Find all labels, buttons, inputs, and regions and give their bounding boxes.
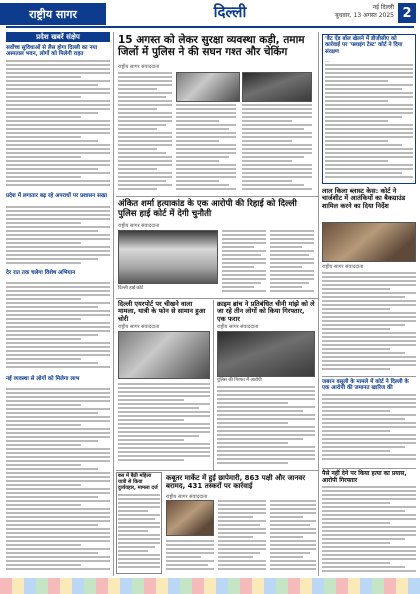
court-byline: राष्ट्रीय सागर संवाददाता <box>118 223 160 229</box>
market-byline: राष्ट्रीय सागर संवाददाता <box>166 494 208 500</box>
lead-body-col3 <box>242 104 312 192</box>
court-body-col3 <box>270 230 314 294</box>
fort-body <box>322 272 416 372</box>
right-top-byline: ... <box>325 58 330 64</box>
color-bar-footer <box>0 578 420 594</box>
market-body-col3 <box>270 500 316 574</box>
lead-headline: 15 अगस्त को लेकर सुरक्षा व्यवस्था कड़ी, तमाम जिलों में पुलिस ने की सघन गश्त और चेकिंग <box>118 34 305 59</box>
market-headline: कबूतर मार्केट में हुई छापेमारी, 863 पक्षी और जानवर बरामद, 431 तस्करों पर कार्रवाई <box>166 474 306 491</box>
left-story-4-title: नई व्यवस्था से लोगों को मिलेगा लाभ <box>6 376 80 382</box>
crime-body <box>217 386 315 466</box>
right-top-body <box>325 64 413 182</box>
masthead-rule <box>6 26 414 28</box>
right-bottom-body <box>322 486 416 574</box>
crime-headline: क्राइम ब्रांच ने प्रतिबंधित चीनी मांझे को ले जा रहे तीन लोगों को किया गिरफ्तार, एक फरार <box>217 300 315 323</box>
lead-photo-police <box>176 72 240 102</box>
court-photo-caption: दिल्ली हाई कोर्ट <box>118 286 144 291</box>
metro-body <box>118 383 210 463</box>
divider-court <box>116 298 318 299</box>
lead-byline: राष्ट्रीय सागर संवाददाता <box>118 64 160 70</box>
left-story-2-title: प्रदेश में लगातार बढ़ रहे अपराधों पर प्रशासन सख्त <box>6 193 108 199</box>
divider-right-bottom <box>322 468 416 469</box>
column-divider-left <box>113 32 114 576</box>
fort-headline: लाल किला ब्लास्ट केस: कोर्ट ने चार्जशीट में आतंकियों का बैकग्राउंड शामिल करने का दिया निर्देश <box>322 187 406 210</box>
market-body-col1 <box>166 540 214 574</box>
edition-info <box>335 4 394 20</box>
divider-lead <box>116 196 318 197</box>
section-banner: राष्ट्रीय सागर <box>0 3 106 25</box>
fort-byline: राष्ट्रीय सागर संवाददाता <box>322 264 364 270</box>
court-body-col2 <box>222 230 266 294</box>
left-story-3-title: देर रात तक चलेगा विशेष अभियान <box>6 270 76 276</box>
masthead <box>0 0 420 32</box>
left-story-3-body <box>6 282 110 372</box>
edition-name: नई दिल्ली <box>372 4 394 11</box>
left-story-2-body <box>6 206 110 266</box>
crime-photo <box>217 331 315 377</box>
divider-bottom <box>116 470 318 471</box>
lead-body-col2 <box>176 104 236 192</box>
left-story-1-title: सर्वोच्च सुविधाओं से लैस होगा दिल्ली का नया अस्पताल भवन, लोगों को मिलेगी राहत <box>6 45 98 58</box>
small-box-title: बस में बैठी महिला यात्री से किया दुर्व्यवहार, मामला दर्ज <box>118 473 158 491</box>
divider-right-mid <box>322 376 416 377</box>
lead-photo-vehicle <box>242 72 312 102</box>
right-top-title: 'बैट ऐंड बॉल खेलने में डीजीसीए को कार्रवाई पर 'फ्लाइंग टेस्ट' कोर्ट ने दिया संरक्षण <box>325 36 403 55</box>
column-divider-mid <box>213 300 214 470</box>
right-bottom-title: पैसे नहीं देने पर किया हत्या का प्रयास, आरोपी गिरफ्तार <box>322 470 407 484</box>
market-photo <box>166 500 214 536</box>
small-box-body <box>118 494 160 572</box>
crime-photo-caption: पुलिस की गिरफ्त में आरोपी <box>217 378 262 383</box>
edition-date: बुधवार, 13 अगस्त 2025 <box>335 12 394 19</box>
city-title: दिल्ली <box>213 3 247 21</box>
court-photo <box>118 230 218 284</box>
right-mid-title: जबरन वसूली के मामले में कोर्ट ने दिल्ली के एक आरोपी की जमानत खारिज की <box>322 379 409 392</box>
left-story-4-body <box>6 388 110 574</box>
page-number: 2 <box>398 3 416 23</box>
column-divider-right <box>318 32 319 576</box>
metro-byline: राष्ट्रीय सागर संवाददाता <box>118 324 160 330</box>
market-body-col2 <box>218 500 266 574</box>
metro-headline: दिल्ली एयरपोर्ट पर चीखने वाला मामला, यात्री के फोन से सामान हुआ चोरी <box>118 300 206 323</box>
left-story-1-body <box>6 60 110 190</box>
crime-byline: राष्ट्रीय सागर संवाददाता <box>217 324 259 330</box>
lead-body-col1 <box>118 72 172 192</box>
left-column-label: प्रदेश खबरें संक्षेप <box>6 32 110 42</box>
court-headline: अंकित शर्मा हत्याकांड के एक आरोपी की रिहाई को दिल्ली पुलिस हाई कोर्ट में देगी चुनौती <box>118 199 297 219</box>
right-mid-body <box>322 394 416 464</box>
metro-photo <box>118 331 210 379</box>
fort-photo <box>322 222 416 262</box>
